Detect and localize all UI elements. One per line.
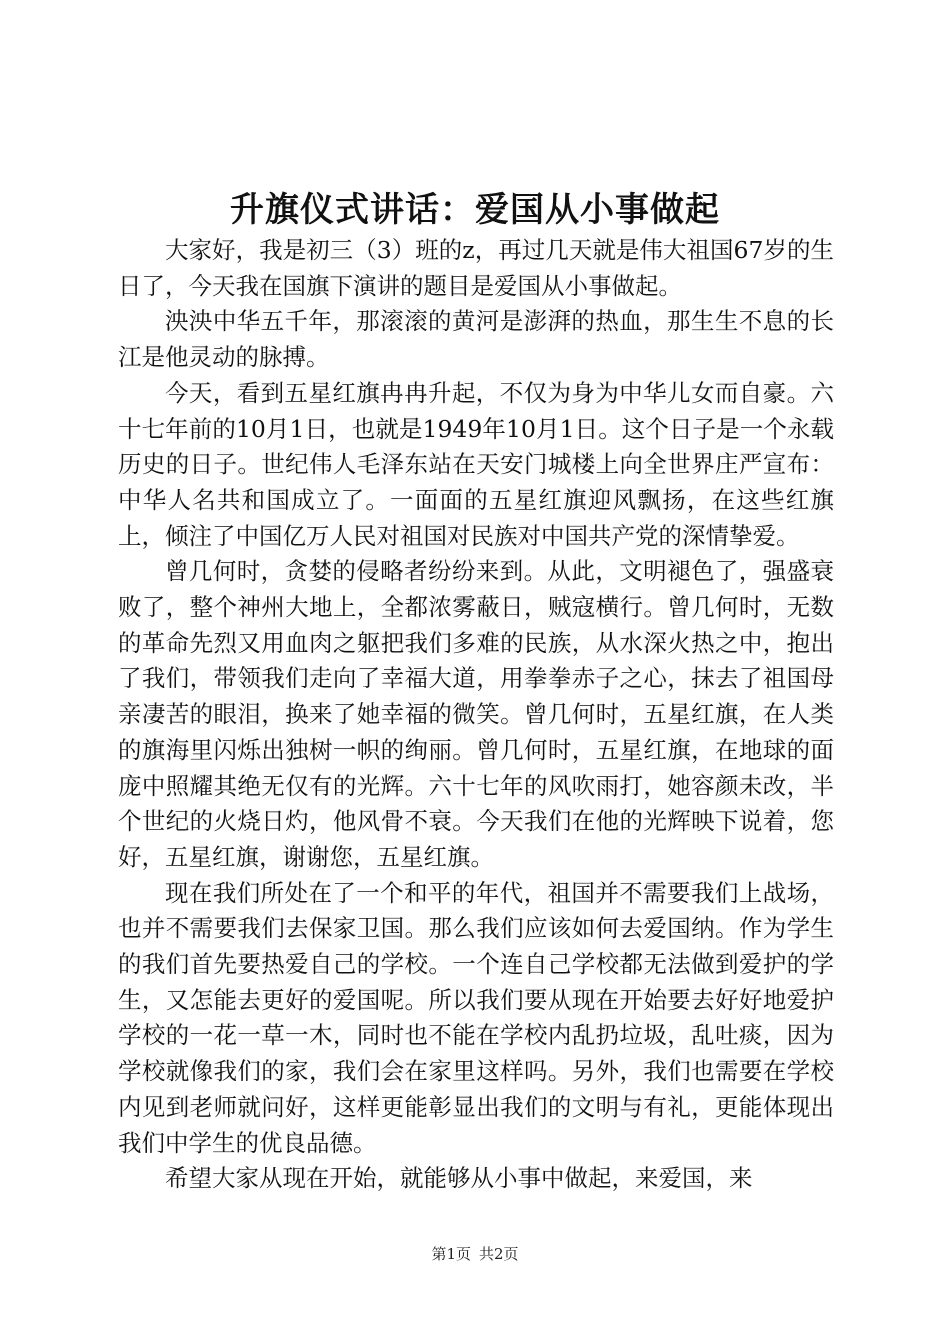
paragraph: 曾几何时，贪婪的侵略者纷纷来到。从此，文明褪色了，强盛衰败了，整个神州大地上，全都浓雾蔽日，贼寇横行。曾几何时，无数的革命先烈又用血肉之躯把我们多难的民族，从水深火热之中，抱出了我们，带领我们走向了幸福大道，用拳拳赤子之心，抹去了祖国母亲凄苦的眼泪，换来了她幸福的微笑。曾几何时，五星红旗，在人类的旗海里闪烁出独树一帜的绚丽。曾几何时，五星红旗，在地球的面庞中照耀其绝无仅有的光辉。六十七年的风吹雨打，她容颜未改，半个世纪的火烧日灼，他风骨不衰。今天我们在他的光辉映下说着，您好，五星红旗，谢谢您，五星红旗。 [118,557,834,871]
document-body [118,233,834,1197]
paragraph: 大家好，我是初三（3）班的z，再过几天就是伟大祖国67岁的生日了，今天我在国旗下演讲的题目是爱国从小事做起。 [118,236,834,300]
document-title: 升旗仪式讲话：爱国从小事做起 [230,190,720,230]
page-total: 共2页 [479,1245,519,1263]
page-footer [0,1243,950,1265]
paragraph: 今天，看到五星红旗冉冉升起，不仅为身为中华儿女而自豪。六十七年前的10月1日，也就是1949年10月1日。这个日子是一个永载历史的日子。世纪伟人毛泽东站在天安门城楼上向全世界庄严宣布：中华人名共和国成立了。一面面的五星红旗迎风飘扬，在这些红旗上，倾注了中国亿万人民对祖国对民族对中国共产党的深情挚爱。 [118,378,834,550]
paragraph: 现在我们所处在了一个和平的年代，祖国并不需要我们上战场，也并不需要我们去保家卫国。那么我们应该如何去爱国纳。作为学生的我们首先要热爱自己的学校。一个连自己学校都无法做到爱护的学生，又怎能去更好的爱国呢。所以我们要从现在开始要去好好地爱护学校的一花一草一木，同时也不能在学校内乱扔垃圾，乱吐痰，因为学校就像我们的家，我们会在家里这样吗。另外，我们也需要在学校内见到老师就问好，这样更能彰显出我们的文明与有礼，更能体现出我们中学生的优良品德。 [118,878,834,1157]
paragraph: 希望大家从现在开始，就能够从小事中做起，来爱国，来 [165,1164,753,1193]
paragraph: 泱泱中华五千年，那滚滚的黄河是澎湃的热血，那生生不息的长江是他灵动的脉搏。 [118,307,834,372]
page-number: 第1页 [431,1245,471,1263]
